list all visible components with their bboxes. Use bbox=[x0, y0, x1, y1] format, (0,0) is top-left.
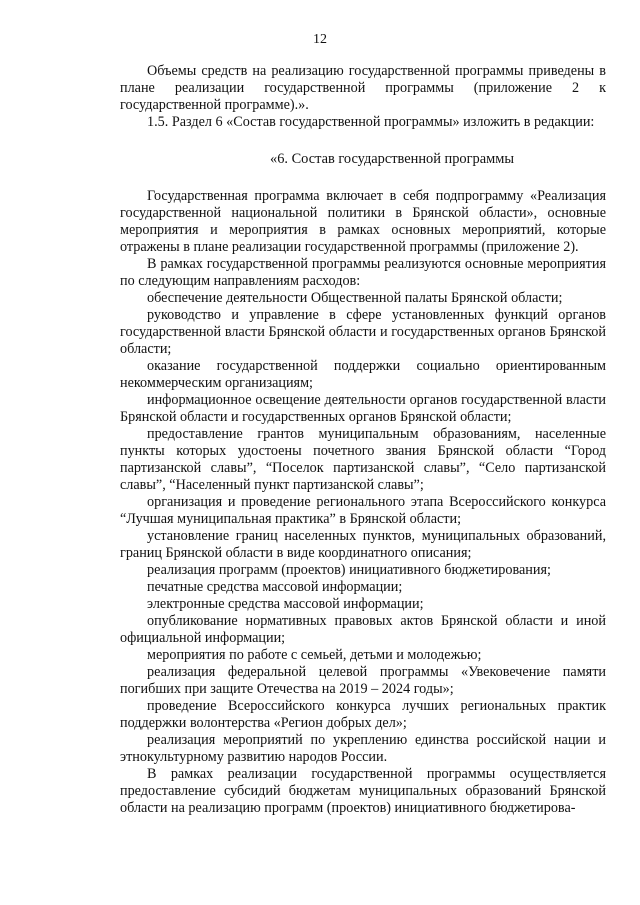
list-item: электронные средства массовой информации; bbox=[147, 596, 424, 612]
body-paragraph-3: В рамках реализации государственной программы осуществляется предоставление субсидий бюджетам муниципальных образований Брянской области на реализацию программ (проектов) инициативного бюджетирова- bbox=[120, 766, 606, 816]
list-item: печатные средства массовой информации; bbox=[147, 579, 403, 595]
list-item: реализация мероприятий по укреплению единства российской нации и этнокультурному развитию народов России. bbox=[120, 732, 606, 765]
list-item: проведение Всероссийского конкурса лучших региональных практик поддержки волонтерства «Регион добрых дел»; bbox=[120, 698, 606, 731]
list-item: организация и проведение регионального этапа Всероссийского конкурса “Лучшая муниципальная практика” в Брянской области; bbox=[120, 494, 606, 527]
list-item: предоставление грантов муниципальным образованиям, населенные пункты которых удостоены почетного звания Брянской области “Город партизанской славы”, “Поселок партизанской славы”, “Село партизанской славы”, “Населенный пункт партизанской славы”; bbox=[120, 426, 606, 493]
list-item: опубликование нормативных правовых актов Брянской области и иной официальной информации; bbox=[120, 613, 606, 646]
list-item: руководство и управление в сфере установленных функций органов государственной власти Брянской области и государственных органов Брянской области; bbox=[120, 307, 606, 357]
list-item: обеспечение деятельности Общественной палаты Брянской области; bbox=[147, 290, 563, 306]
document-body bbox=[120, 63, 606, 817]
list-item: мероприятия по работе с семьей, детьми и молодежью; bbox=[147, 647, 482, 663]
list-item: установление границ населенных пунктов, муниципальных образований, границ Брянской области в виде координатного описания; bbox=[120, 528, 606, 561]
section-heading: «6. Состав государственной программы bbox=[270, 151, 514, 167]
list-item: реализация федеральной целевой программы «Увековечение памяти погибших при защите Отечества на 2019 – 2024 годы»; bbox=[120, 664, 606, 697]
page-number: 12 bbox=[313, 32, 327, 47]
body-paragraph-1: Государственная программа включает в себя подпрограмму «Реализация государственной национальной политики в Брянской области», основные мероприятия и мероприятия в рамках основных мероприятий, которые отражены в плане реализации государственной программы (приложение 2). bbox=[120, 188, 606, 255]
list-item: реализация программ (проектов) инициативного бюджетирования; bbox=[147, 562, 551, 578]
list-item: оказание государственной поддержки социально ориентированным некоммерческим организациям; bbox=[120, 358, 606, 391]
list-item: информационное освещение деятельности органов государственной власти Брянской области и государственных органов Брянской области; bbox=[120, 392, 606, 425]
intro-paragraph-1: Объемы средств на реализацию государственной программы приведены в плане реализации государственной программы (приложение 2 к государственной программе).». bbox=[120, 63, 606, 113]
intro-paragraph-2: 1.5. Раздел 6 «Состав государственной программы» изложить в редакции: bbox=[147, 114, 595, 130]
body-paragraph-2: В рамках государственной программы реализуются основные мероприятия по следующим направлениям расходов: bbox=[120, 256, 606, 289]
